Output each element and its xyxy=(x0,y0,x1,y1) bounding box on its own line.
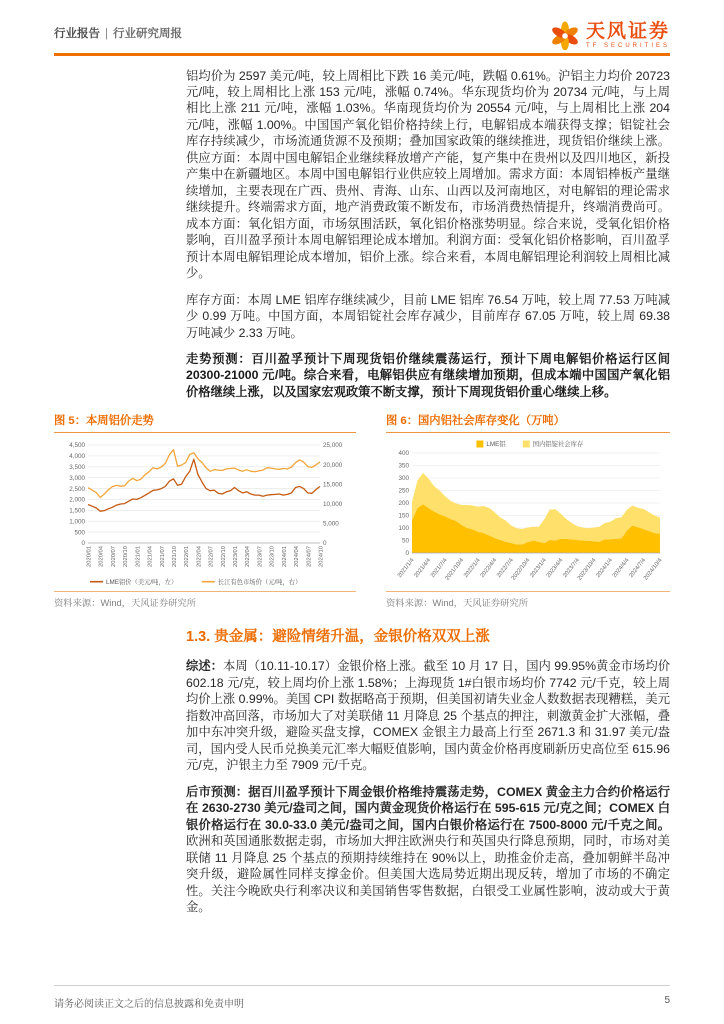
svg-text:2022/04: 2022/04 xyxy=(196,546,203,568)
svg-text:15,000: 15,000 xyxy=(323,481,343,489)
svg-text:2024/04: 2024/04 xyxy=(294,546,301,568)
paragraph-precious-summary xyxy=(186,658,670,773)
svg-text:0: 0 xyxy=(405,550,409,558)
svg-text:3,500: 3,500 xyxy=(69,464,85,472)
svg-text:长江有色市场价（元/吨，右）: 长江有色市场价（元/吨，右） xyxy=(217,579,302,587)
report-type xyxy=(54,25,182,50)
svg-text:1,000: 1,000 xyxy=(69,518,85,526)
svg-text:500: 500 xyxy=(74,529,85,537)
svg-text:2021/4/4: 2021/4/4 xyxy=(413,557,433,580)
brand-subtitle: TF SECURITIES xyxy=(585,42,670,49)
page-number: 5 xyxy=(664,995,670,1006)
figures-row xyxy=(54,412,670,609)
svg-text:2023/7/4: 2023/7/4 xyxy=(562,557,581,580)
svg-text:2023/1/4: 2023/1/4 xyxy=(529,557,548,580)
svg-text:LME铝: LME铝 xyxy=(486,441,506,449)
svg-text:0: 0 xyxy=(81,540,85,548)
svg-text:3,000: 3,000 xyxy=(69,475,85,483)
svg-text:2021/10: 2021/10 xyxy=(171,546,178,568)
svg-text:4,500: 4,500 xyxy=(69,442,85,450)
figure-6 xyxy=(386,412,670,609)
paragraph-inventory: 库存方面：本周 LME 铝库存继续减少，目前 LME 铝库 76.54 万吨，较上周 77.53 万吨减少 0.99 万吨。中国方面，本周铝锭社会库存减少，目前库存 67.05 万吨，较上周 69.38 万吨减少 2.33 万吨。 xyxy=(186,292,670,340)
page-header xyxy=(0,0,724,50)
svg-text:2022/1/4: 2022/1/4 xyxy=(463,557,482,580)
paragraph-trend-forecast: 走势预测：百川盈孚预计下周现货铝价继续震荡运行，预计下周电解铝价格运行区间 20300-21000 元/吨。综合来看，电解铝供应有继续增加预期，但成本端中国国产氧化铝价格继续上涨，以及国家宏观政策不断支撑，预计下周现货铝价重心继续上移。 xyxy=(186,352,670,399)
svg-text:2021/01: 2021/01 xyxy=(135,546,142,568)
precious-metals-text-block xyxy=(186,658,670,915)
svg-text:LME铝价（美元/吨，左）: LME铝价（美元/吨，左） xyxy=(106,579,178,587)
outlook-bold-range: 据百川盈孚预计下周金银价格维持震荡走势，COMEX 黄金主力合约价格运行在 2630-2730 美元/盎司之间，国内黄金现货价格运行在 595-615 元/克之间；COMEX 白银价格运行在 30.0-33.0 美元/盎司之间，国内白银价格运行在 7500-8000 元/千克之间。 xyxy=(186,784,670,832)
svg-text:2024/10/4: 2024/10/4 xyxy=(642,557,664,582)
svg-text:100: 100 xyxy=(398,525,409,533)
svg-text:2024/4/4: 2024/4/4 xyxy=(611,557,631,580)
svg-text:2022/7/4: 2022/7/4 xyxy=(496,557,515,580)
body-text-block xyxy=(186,68,670,401)
figure5-source: 资料来源：Wind，天风证券研究所 xyxy=(54,591,356,609)
svg-text:国内铝锭社会库存: 国内铝锭社会库存 xyxy=(532,441,584,449)
svg-text:4,000: 4,000 xyxy=(69,453,85,461)
svg-text:2024/10: 2024/10 xyxy=(318,546,325,568)
svg-text:2020/01: 2020/01 xyxy=(86,546,93,568)
header-rule xyxy=(54,53,670,56)
svg-text:400: 400 xyxy=(398,450,409,458)
svg-text:2020/04: 2020/04 xyxy=(98,546,105,568)
paragraph-aluminum-price: 铝均价为 2597 美元/吨，较上周相比下跌 16 美元/吨，跌幅 0.61%。沪铝主力均价 20723 元/吨，较上周相比上涨 153 元/吨，涨幅 0.74%。华东现货均价为 20734 元/吨，与上周相比上涨 211 元/吨，涨幅 1.03%。华南现货均价为 20554 元/吨，与上周相比上涨 204 元/吨，涨幅 1.00%。中国国产氧化铝价格持续上行，电解铝成本端获得支撑；铝锭社会库存持续减少，市场流通货源不及预期；叠加国家政策的继续推进，现货铝价继续上涨。供应方面：本周中国电解铝企业继续释放增产产能，复产集中在贵州以及四川地区，新投产集中在新疆地区。本周中国电解铝行业供应较上周增加。需求方面：本周铝棒板产量继续增加，主要表现在广西、贵州、青海、山东、山西以及河南地区，对电解铝的理论需求继续提升。终端需求方面，地产消费政策不断发布，市场消费热情提升，终端消费尚可。成本方面：氧化铝方面，市场氛围活跃，氧化铝价格涨势明显。综合来说，受氧化铝价格影响，百川盈孚预计本周电解铝理论成本增加。利润方面：受氧化铝价格影响，百川盈孚预计本周电解铝理论成本增加，铝价上涨。综合来看，本周电解铝理论利润较上周相比减少。 xyxy=(186,68,670,281)
brand-flower-icon xyxy=(550,20,580,50)
figure6-source: 资料来源：Wind，天风证券研究所 xyxy=(386,591,670,609)
footer-disclaimer: 请务必阅读正文之后的信息披露和免责申明 xyxy=(54,999,244,1010)
svg-text:2021/07: 2021/07 xyxy=(159,546,166,568)
svg-text:2020/07: 2020/07 xyxy=(110,546,117,568)
header-separator: | xyxy=(105,28,108,40)
svg-text:2,000: 2,000 xyxy=(69,497,85,505)
svg-text:2021/10/4: 2021/10/4 xyxy=(444,557,466,582)
summary-text: 本周（10.11-10.17）金银价格上涨。截至 10 月 17 日，国内 99.95%黄金市场均价 602.18 元/克，较上周均价上涨 1.58%；上海现货 1#白银市场均价 7742 元/千克，较上周均价上涨 0.99%。美国 CPI 数据略高于预期，但美国初请失业金人数数据表现糟糕，美元指数冲高回落，市场加大了对美联储 11 月降息 25 个基点的押注，刺激黄金扩大涨幅，叠加中东冲突升级，避险买盘支撑，COMEX 金银主力最高上行至 2671.3 和 31.97 美元/盎司，国内受人民币兑换美元汇率大幅贬值影响，国内黄金价格再度刷新历史高位至 615.96 元/克，沪银主力至 7909 元/千克。 xyxy=(186,659,670,773)
svg-text:2021/04: 2021/04 xyxy=(147,546,154,568)
svg-text:2020/10: 2020/10 xyxy=(123,546,130,568)
svg-text:2022/07: 2022/07 xyxy=(208,546,215,568)
svg-text:2023/07: 2023/07 xyxy=(257,546,264,568)
svg-text:200: 200 xyxy=(398,500,409,508)
figure-5 xyxy=(54,412,356,609)
svg-text:300: 300 xyxy=(398,475,409,483)
svg-text:2022/10/4: 2022/10/4 xyxy=(510,557,532,582)
figure6-chart xyxy=(386,437,670,589)
svg-text:2024/07: 2024/07 xyxy=(306,546,313,568)
svg-text:2024/1/4: 2024/1/4 xyxy=(595,557,614,580)
svg-text:2022/4/4: 2022/4/4 xyxy=(479,557,499,580)
svg-text:0: 0 xyxy=(323,540,327,548)
svg-text:50: 50 xyxy=(401,538,409,546)
summary-lead: 综述： xyxy=(186,659,223,674)
section-heading-precious-metals: 1.3. 贵金属：避险情绪升温，金银价格双双上涨 xyxy=(186,629,490,646)
report-subtype-label: 行业研究周报 xyxy=(113,28,182,40)
svg-text:20,000: 20,000 xyxy=(323,462,343,470)
svg-text:150: 150 xyxy=(398,513,409,521)
page-footer xyxy=(54,985,670,1010)
svg-text:250: 250 xyxy=(398,488,409,496)
figure5-title: 图 5：本周铝价走势 xyxy=(54,412,356,433)
svg-text:5,000: 5,000 xyxy=(323,521,339,529)
outlook-text: 欧洲和英国通胀数据走弱，市场加大押注欧洲央行和英国央行降息预期，同时，市场对美联储 11 月降息 25 个基点的预期持续维持在 90%以上，助推金价走高，叠加朝鲜半岛冲突升级，避险属性同样支撑金价。但美国大选局势近期出现反转，增加了市场的不确定性。关注今晚欧央行利率决议和美国销售零售数据，白银受工业属性影响，波动或大于黄金。 xyxy=(186,834,670,914)
paragraph-precious-outlook xyxy=(186,784,670,916)
svg-text:2022/01: 2022/01 xyxy=(184,546,191,568)
svg-text:350: 350 xyxy=(398,463,409,471)
report-type-label: 行业报告 xyxy=(54,28,100,40)
svg-text:2023/10: 2023/10 xyxy=(269,546,276,568)
footer-rule xyxy=(54,985,670,986)
svg-text:2022/10: 2022/10 xyxy=(220,546,227,568)
brand-text xyxy=(586,22,670,49)
svg-text:2021/1/4: 2021/1/4 xyxy=(396,557,416,580)
svg-text:2024/01: 2024/01 xyxy=(281,546,288,568)
svg-text:2023/04: 2023/04 xyxy=(245,546,252,568)
svg-text:25,000: 25,000 xyxy=(323,442,343,450)
brand xyxy=(550,20,670,50)
svg-text:2023/4/4: 2023/4/4 xyxy=(545,557,565,580)
svg-text:1,500: 1,500 xyxy=(69,507,85,515)
figure6-title: 图 6：国内铝社会库存变化（万吨） xyxy=(386,412,670,433)
svg-text:2021/7/4: 2021/7/4 xyxy=(430,557,449,580)
svg-text:2023/01: 2023/01 xyxy=(233,546,240,568)
svg-text:10,000: 10,000 xyxy=(323,501,343,509)
figure5-chart xyxy=(54,437,356,589)
svg-text:2,500: 2,500 xyxy=(69,486,85,494)
svg-text:2023/10/4: 2023/10/4 xyxy=(576,557,598,582)
outlook-lead: 后市预测： xyxy=(186,784,249,799)
brand-name: 天风证券 xyxy=(585,20,670,42)
svg-text:2024/7/4: 2024/7/4 xyxy=(628,557,648,580)
